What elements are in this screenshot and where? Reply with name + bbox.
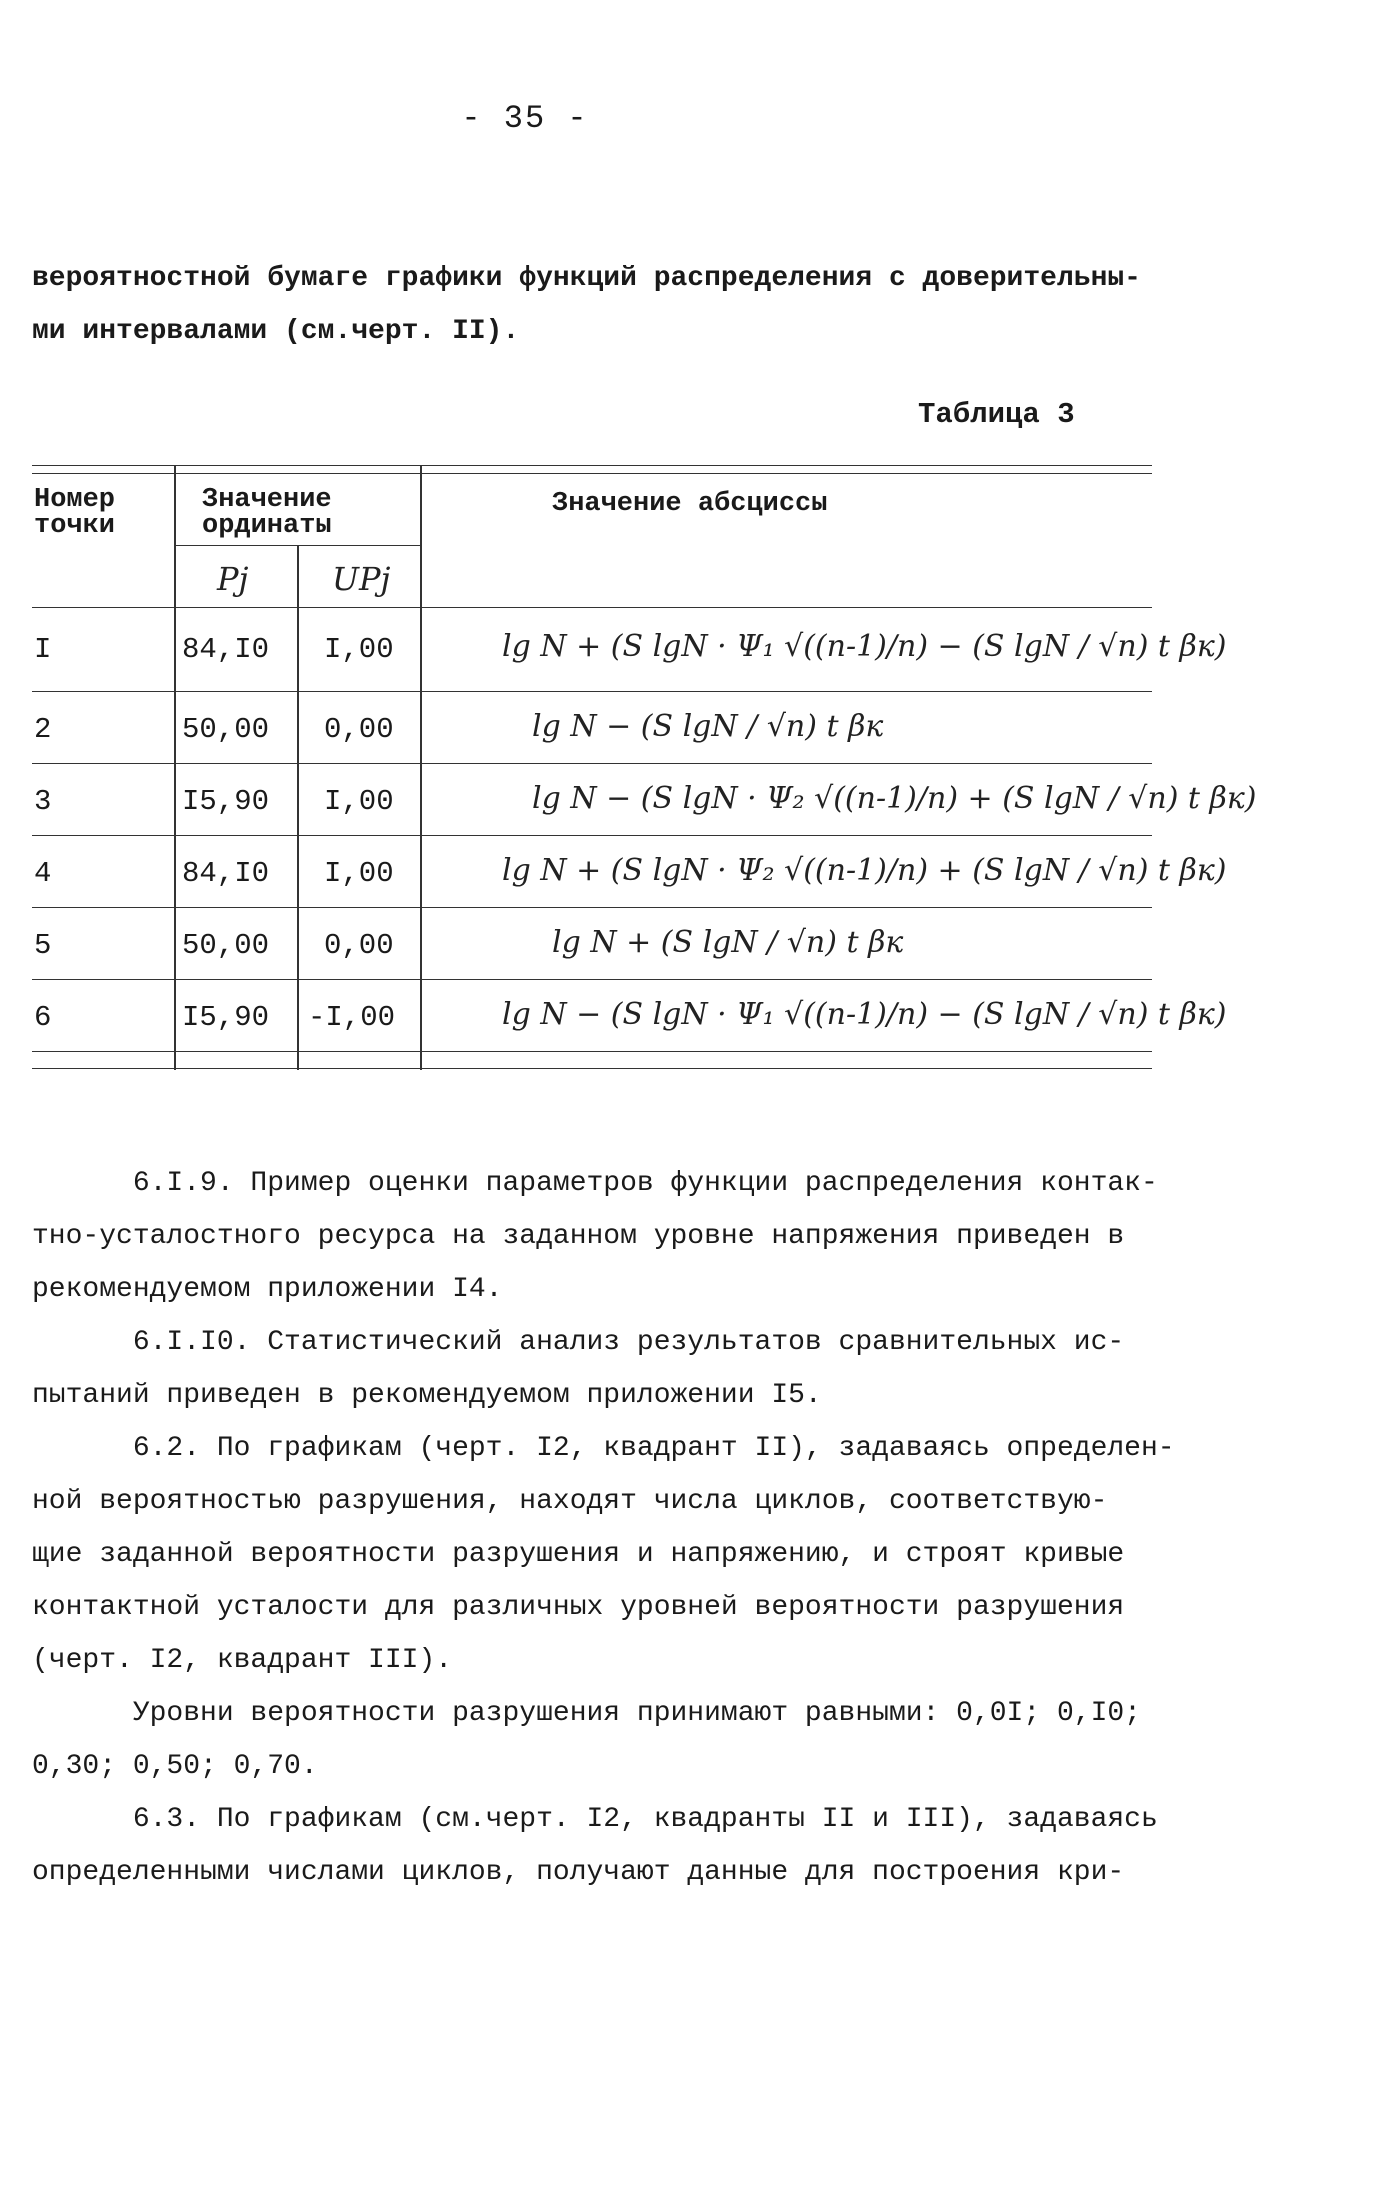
text-line: контактной усталости для различных уровней вероятности разрушения (32, 1592, 1125, 1623)
table-cell-p: 50,00 (182, 713, 270, 746)
table-cell-p: I5,90 (182, 785, 270, 818)
table-cell-number: 3 (34, 785, 52, 818)
table-cell-formula: lg N − (S lgN · Ψ₂ √((n-1)/n) + (S lgN / √n) t βк) (532, 781, 1257, 816)
text-line: Уровни вероятности разрушения принимают равными: 0,0I; 0,I0; (32, 1698, 1141, 1729)
intro-paragraph (32, 252, 1202, 358)
header-ordinate-line1: Значение (202, 485, 332, 515)
text-line: 6.3. По графикам (см.черт. I2, квадранты II и III), задаваясь (32, 1804, 1158, 1835)
text-line: ной вероятностью разрушения, находят числа циклов, соответствую- (32, 1486, 1108, 1517)
text-line: ми интервалами (см.черт. II). (32, 316, 520, 347)
table-cell-formula: lg N + (S lgN / √n) t βк (552, 925, 904, 960)
text-line: 6.I.9. Пример оценки параметров функции распределения контак- (32, 1168, 1158, 1199)
table-cell-number: 4 (34, 857, 52, 890)
table-cell-u: I,00 (324, 857, 394, 890)
text-line: определенными числами циклов, получают данные для построения кри- (32, 1857, 1125, 1888)
text-line: рекомендуемом приложении I4. (32, 1274, 503, 1305)
table-cell-number: 5 (34, 929, 52, 962)
table-cell-p: I5,90 (182, 1001, 270, 1034)
header-point-line2: точки (34, 511, 116, 541)
body-paragraphs (32, 1157, 1202, 1899)
table-cell-formula: lg N + (S lgN · Ψ₂ √((n-1)/n) + (S lgN / √n) t βк) (502, 853, 1227, 888)
data-table (32, 465, 1257, 1070)
table-cell-number: 2 (34, 713, 52, 746)
table-cell-formula: lg N − (S lgN / √n) t βк (532, 709, 884, 744)
text-line: тно-усталостного ресурса на заданном уровне напряжения приведен в (32, 1221, 1125, 1252)
text-line: щие заданной вероятности разрушения и напряжению, и строят кривые (32, 1539, 1125, 1570)
header-ordinate-line2: ординаты (202, 511, 332, 541)
table-cell-u: -I,00 (308, 1001, 396, 1034)
header-pj: Pj (217, 560, 249, 598)
header-point-line1: Номер (34, 485, 116, 515)
table-cell-p: 84,I0 (182, 857, 270, 890)
table-cell-number: I (34, 633, 52, 666)
table-cell-u: I,00 (324, 633, 394, 666)
table-cell-formula: lg N − (S lgN · Ψ₁ √((n-1)/n) − (S lgN / √n) t βк) (502, 997, 1227, 1032)
text-line: вероятностной бумаге графики функций распределения с доверительны- (32, 263, 1141, 294)
text-line: 6.2. По графикам (черт. I2, квадрант II), задаваясь определен- (32, 1433, 1175, 1464)
header-upj: UPj (332, 560, 391, 598)
text-line: 6.I.I0. Статистический анализ результатов сравнительных ис- (32, 1327, 1125, 1358)
table-cell-p: 50,00 (182, 929, 270, 962)
table-cell-u: I,00 (324, 785, 394, 818)
page-number: - 35 - (461, 100, 589, 137)
text-line: 0,30; 0,50; 0,70. (32, 1751, 318, 1782)
text-line: (черт. I2, квадрант III). (32, 1645, 453, 1676)
table-cell-formula: lg N + (S lgN · Ψ₁ √((n-1)/n) − (S lgN / √n) t βк) (502, 629, 1227, 664)
table-caption: Таблица 3 (918, 398, 1075, 431)
text-line: пытаний приведен в рекомендуемом приложении I5. (32, 1380, 822, 1411)
header-abscissa: Значение абсциссы (552, 489, 828, 519)
table-cell-p: 84,I0 (182, 633, 270, 666)
table-cell-u: 0,00 (324, 713, 394, 746)
table-cell-u: 0,00 (324, 929, 394, 962)
table-cell-number: 6 (34, 1001, 52, 1034)
